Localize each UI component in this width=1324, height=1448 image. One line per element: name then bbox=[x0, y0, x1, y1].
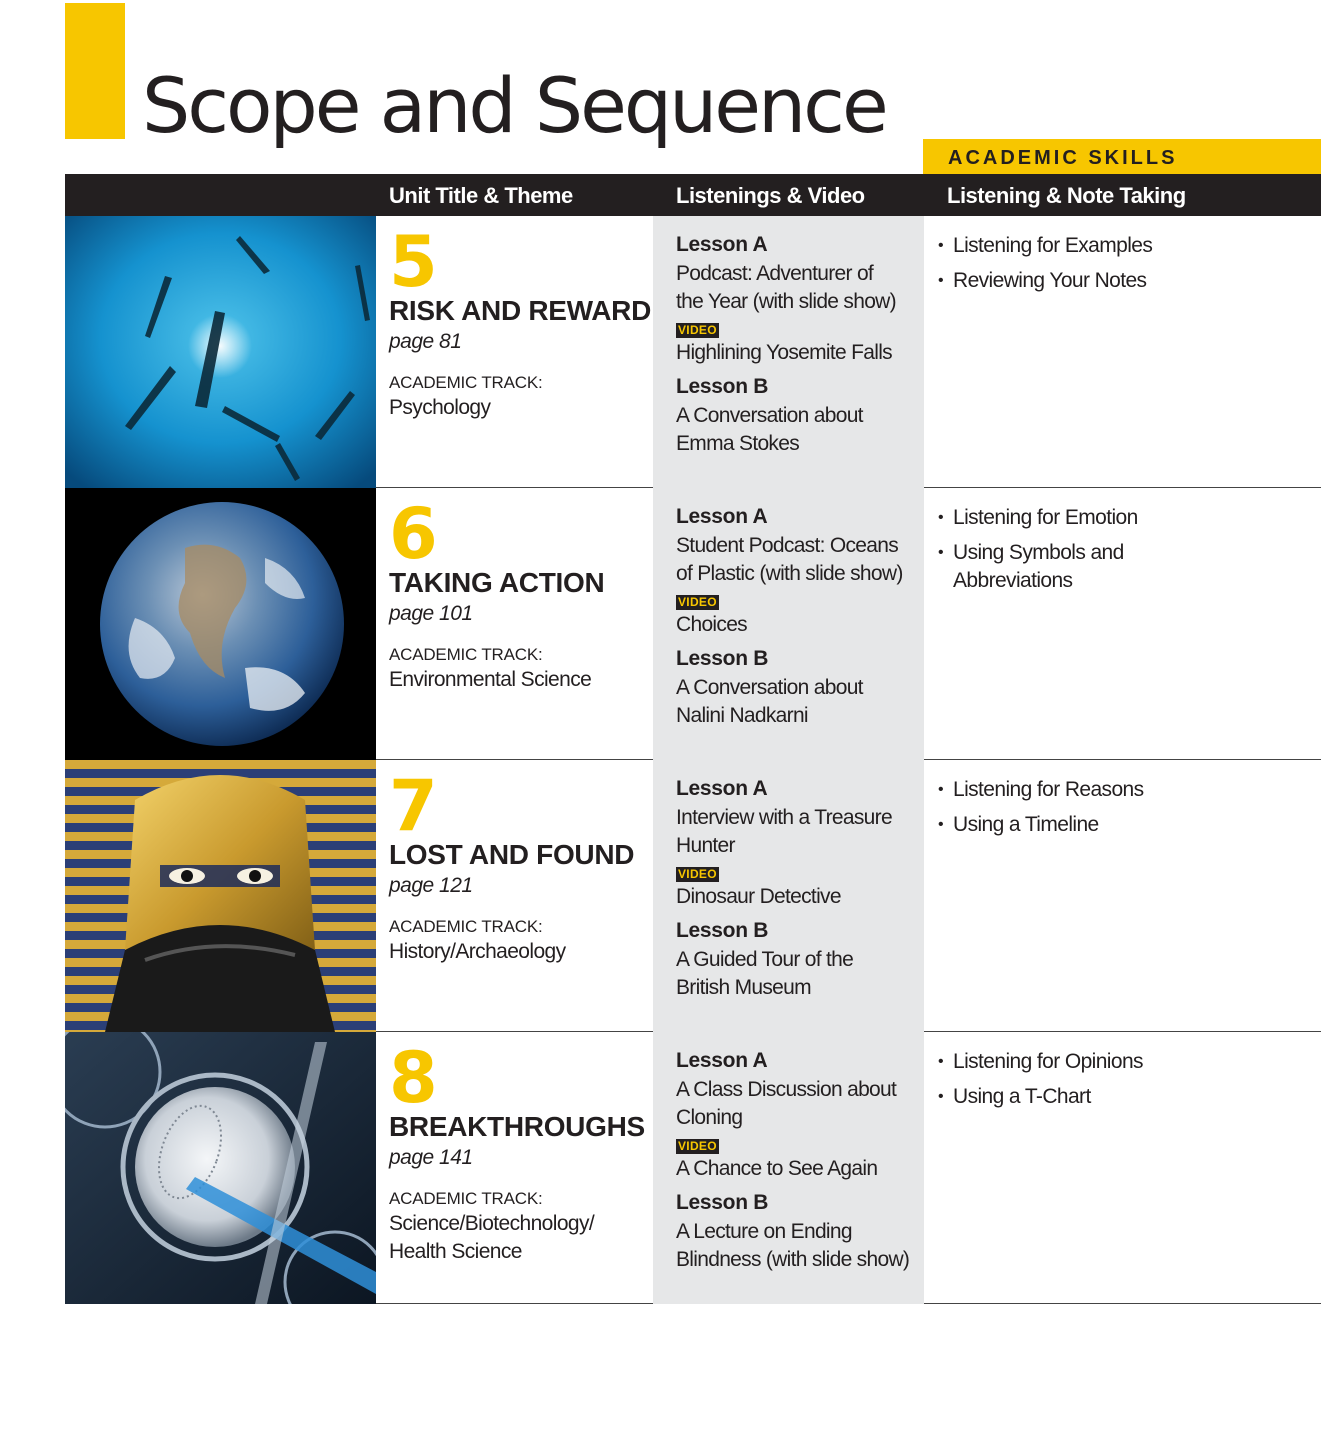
unit-row bbox=[65, 1032, 1321, 1304]
video-title: Highlining Yosemite Falls bbox=[676, 341, 892, 364]
petri-dish-lab-photo bbox=[65, 1032, 376, 1304]
sharks-underwater-photo bbox=[65, 216, 376, 488]
lesson-b-text: Emma Stokes bbox=[676, 432, 800, 455]
unit-number: 7 bbox=[389, 765, 436, 847]
academic-track-label: ACADEMIC TRACK: bbox=[389, 1189, 543, 1208]
academic-skills-banner: ACADEMIC SKILLS bbox=[923, 139, 1321, 174]
unit-title: BREAKTHROUGHS bbox=[389, 1111, 645, 1142]
unit-info bbox=[376, 760, 653, 1032]
unit-info bbox=[376, 216, 653, 488]
video-title: A Chance to See Again bbox=[676, 1157, 878, 1180]
skill-item: • Listening for Emotion bbox=[938, 504, 1321, 532]
lesson-b-text: A Conversation about bbox=[676, 676, 863, 699]
listenings-video-cell bbox=[653, 216, 924, 488]
unit-number: 6 bbox=[389, 493, 436, 575]
academic-track-value: Environmental Science bbox=[389, 668, 592, 691]
lesson-b-text: A Guided Tour of the bbox=[676, 948, 854, 971]
table-header bbox=[65, 174, 1321, 216]
video-badge: VIDEO bbox=[678, 323, 717, 337]
lesson-b-label: Lesson B bbox=[676, 647, 769, 670]
lesson-b-label: Lesson B bbox=[676, 375, 769, 398]
lesson-a-label: Lesson A bbox=[676, 777, 768, 800]
lesson-a-text: Student Podcast: Oceans bbox=[676, 534, 899, 557]
lesson-a-label: Lesson A bbox=[676, 1049, 768, 1072]
listenings-video-cell bbox=[653, 488, 924, 760]
unit-title: RISK AND REWARD bbox=[389, 295, 652, 326]
listenings-video-cell bbox=[653, 760, 924, 1032]
accent-bar bbox=[65, 3, 125, 139]
lesson-b-text: Nalini Nadkarni bbox=[676, 704, 808, 727]
skill-item: • Using a Timeline bbox=[938, 811, 1321, 839]
lesson-b-label: Lesson B bbox=[676, 919, 769, 942]
lesson-b-text: A Conversation about bbox=[676, 404, 863, 427]
video-badge: VIDEO bbox=[678, 867, 717, 881]
lesson-a-text: Hunter bbox=[676, 834, 735, 857]
listenings-video-heading: Listenings & Video bbox=[676, 183, 865, 208]
academic-track-label: ACADEMIC TRACK: bbox=[389, 373, 543, 392]
listenings-video-cell bbox=[653, 1032, 924, 1304]
unit-info bbox=[376, 1032, 653, 1304]
video-badge: VIDEO bbox=[678, 595, 717, 609]
academic-track-value: Psychology bbox=[389, 396, 491, 419]
note-taking-skills-cell bbox=[924, 760, 1321, 1032]
unit-row bbox=[65, 216, 1321, 488]
note-taking-skills-cell bbox=[924, 488, 1321, 760]
lesson-b-text: A Lecture on Ending bbox=[676, 1220, 852, 1243]
lesson-a-label: Lesson A bbox=[676, 505, 768, 528]
video-title: Dinosaur Detective bbox=[676, 885, 841, 908]
video-title: Choices bbox=[676, 613, 747, 636]
note-taking-skills-cell bbox=[924, 1032, 1321, 1304]
lesson-b-label: Lesson B bbox=[676, 1191, 769, 1214]
page-title: Scope and Sequence bbox=[142, 61, 886, 150]
unit-title: LOST AND FOUND bbox=[389, 839, 635, 870]
unit-page: page 121 bbox=[389, 874, 473, 897]
lesson-a-text: Podcast: Adventurer of bbox=[676, 262, 874, 285]
lesson-b-text: British Museum bbox=[676, 976, 811, 999]
earth-globe-photo bbox=[65, 488, 376, 760]
unit-page: page 141 bbox=[389, 1146, 473, 1169]
skill-item: • Listening for Examples bbox=[938, 232, 1321, 260]
skill-item: • Using Symbols and Abbreviations bbox=[938, 539, 1321, 595]
unit-page: page 101 bbox=[389, 602, 473, 625]
note-taking-skills-cell bbox=[924, 216, 1321, 488]
academic-track-label: ACADEMIC TRACK: bbox=[389, 645, 543, 664]
academic-track-value: Science/Biotechnology/ bbox=[389, 1212, 595, 1235]
lesson-a-label: Lesson A bbox=[676, 233, 768, 256]
unit-page: page 81 bbox=[389, 330, 462, 353]
listening-note-taking-heading: Listening & Note Taking bbox=[947, 183, 1186, 208]
unit-number: 8 bbox=[389, 1037, 436, 1119]
unit-number: 5 bbox=[389, 221, 436, 303]
unit-row bbox=[65, 488, 1321, 760]
skill-item: • Listening for Reasons bbox=[938, 776, 1321, 804]
unit-title: TAKING ACTION bbox=[389, 567, 605, 598]
unit-row bbox=[65, 760, 1321, 1032]
unit-title-theme-heading: Unit Title & Theme bbox=[389, 183, 573, 208]
lesson-a-text: of Plastic (with slide show) bbox=[676, 562, 903, 585]
video-badge: VIDEO bbox=[678, 1139, 717, 1153]
unit-info bbox=[376, 488, 653, 760]
lesson-a-text: Interview with a Treasure bbox=[676, 806, 892, 829]
academic-track-label: ACADEMIC TRACK: bbox=[389, 917, 543, 936]
lesson-a-text: Cloning bbox=[676, 1106, 743, 1129]
skill-item: • Using a T-Chart bbox=[938, 1083, 1321, 1111]
skill-item: • Listening for Opinions bbox=[938, 1048, 1321, 1076]
lesson-b-text: Blindness (with slide show) bbox=[676, 1248, 910, 1271]
lesson-a-text: A Class Discussion about bbox=[676, 1078, 897, 1101]
units-table bbox=[65, 216, 1321, 1304]
academic-track-value: Health Science bbox=[389, 1240, 522, 1263]
academic-track-value: History/Archaeology bbox=[389, 940, 566, 963]
lesson-a-text: the Year (with slide show) bbox=[676, 290, 896, 313]
skill-item: • Reviewing Your Notes bbox=[938, 267, 1321, 295]
pharaoh-mask-photo bbox=[65, 760, 376, 1032]
